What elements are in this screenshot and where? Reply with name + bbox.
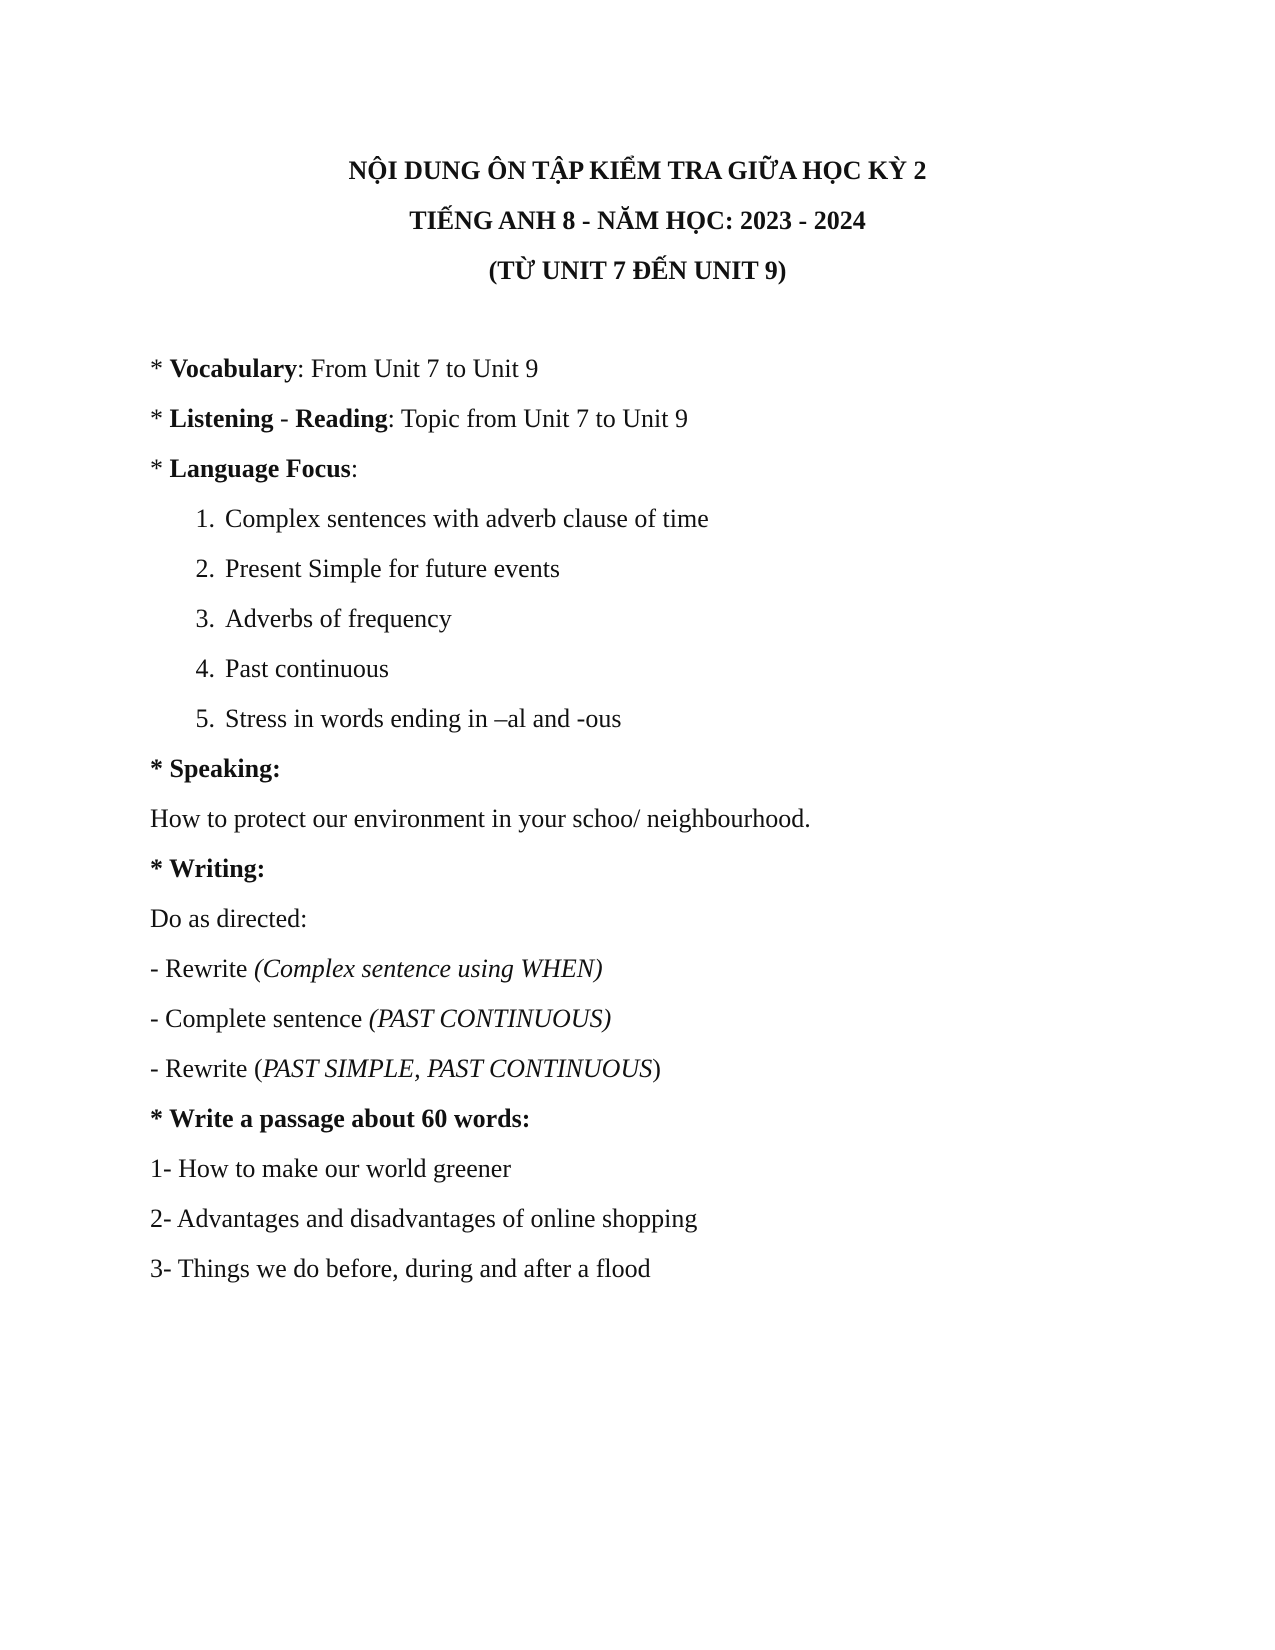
writing-intro: Do as directed: (150, 904, 308, 933)
speaking-text: How to protect our environment in your schoo/ neighbourhood. (150, 804, 811, 833)
title-line-3: (TỪ UNIT 7 ĐẾN UNIT 9) (488, 256, 787, 285)
task-prefix: - Rewrite (150, 954, 254, 983)
task-prefix: - Complete sentence (150, 1004, 369, 1033)
task-italic: PAST SIMPLE, PAST CONTINUOUS (262, 1054, 653, 1083)
writing-task (150, 994, 1200, 1044)
writing-task (150, 1044, 1200, 1094)
bullet: * (150, 354, 170, 383)
language-focus-item (150, 494, 1200, 544)
task-suffix: ) (652, 1054, 661, 1083)
speaking-label: * Speaking: (150, 754, 281, 783)
passage-topic: 1- How to make our world greener (150, 1154, 511, 1183)
writing-heading (150, 844, 1200, 894)
document-body (150, 344, 1200, 1294)
reading-label: Reading (295, 404, 388, 433)
separator: - (273, 404, 296, 433)
language-focus-item (150, 694, 1200, 744)
language-focus-item (150, 594, 1200, 644)
writing-task (150, 944, 1200, 994)
task-italic: (PAST CONTINUOUS) (368, 1004, 612, 1033)
item-number: 5. (195, 704, 215, 733)
language-focus-item (150, 544, 1200, 594)
title-line-1: NỘI DUNG ÔN TẬP KIỂM TRA GIỮA HỌC KỲ 2 (348, 156, 927, 185)
item-text: Adverbs of frequency (225, 604, 452, 633)
passage-label: * Write a passage about 60 words: (150, 1104, 531, 1133)
item-number: 4. (195, 654, 215, 683)
speaking-heading (150, 744, 1200, 794)
listening-reading-text: : Topic from Unit 7 to Unit 9 (387, 404, 688, 433)
item-text: Complex sentences with adverb clause of time (225, 504, 709, 533)
item-text: Stress in words ending in –al and -ous (225, 704, 622, 733)
item-number: 1. (195, 504, 215, 533)
language-focus-label: Language Focus (169, 454, 351, 483)
passage-topic: 3- Things we do before, during and after a flood (150, 1254, 651, 1283)
language-focus-suffix: : (350, 454, 359, 483)
item-text: Past continuous (225, 654, 389, 683)
language-focus-item (150, 644, 1200, 694)
bullet: * (150, 454, 170, 483)
vocabulary-label: Vocabulary (169, 354, 298, 383)
item-number: 3. (195, 604, 215, 633)
vocabulary-line (150, 344, 1200, 394)
bullet: * (150, 404, 170, 433)
writing-label: * Writing: (150, 854, 266, 883)
passage-heading (150, 1094, 1200, 1144)
listening-reading-line (150, 394, 1200, 444)
language-focus-heading (150, 444, 1200, 494)
listening-label: Listening (169, 404, 274, 433)
vocabulary-text: : From Unit 7 to Unit 9 (297, 354, 539, 383)
passage-topic: 2- Advantages and disadvantages of online shopping (150, 1204, 698, 1233)
item-text: Present Simple for future events (225, 554, 561, 583)
document-title (0, 146, 1275, 296)
task-prefix: - Rewrite ( (150, 1054, 263, 1083)
item-number: 2. (195, 554, 215, 583)
task-italic: (Complex sentence using WHEN) (253, 954, 603, 983)
title-line-2: TIẾNG ANH 8 - NĂM HỌC: 2023 - 2024 (409, 206, 866, 235)
